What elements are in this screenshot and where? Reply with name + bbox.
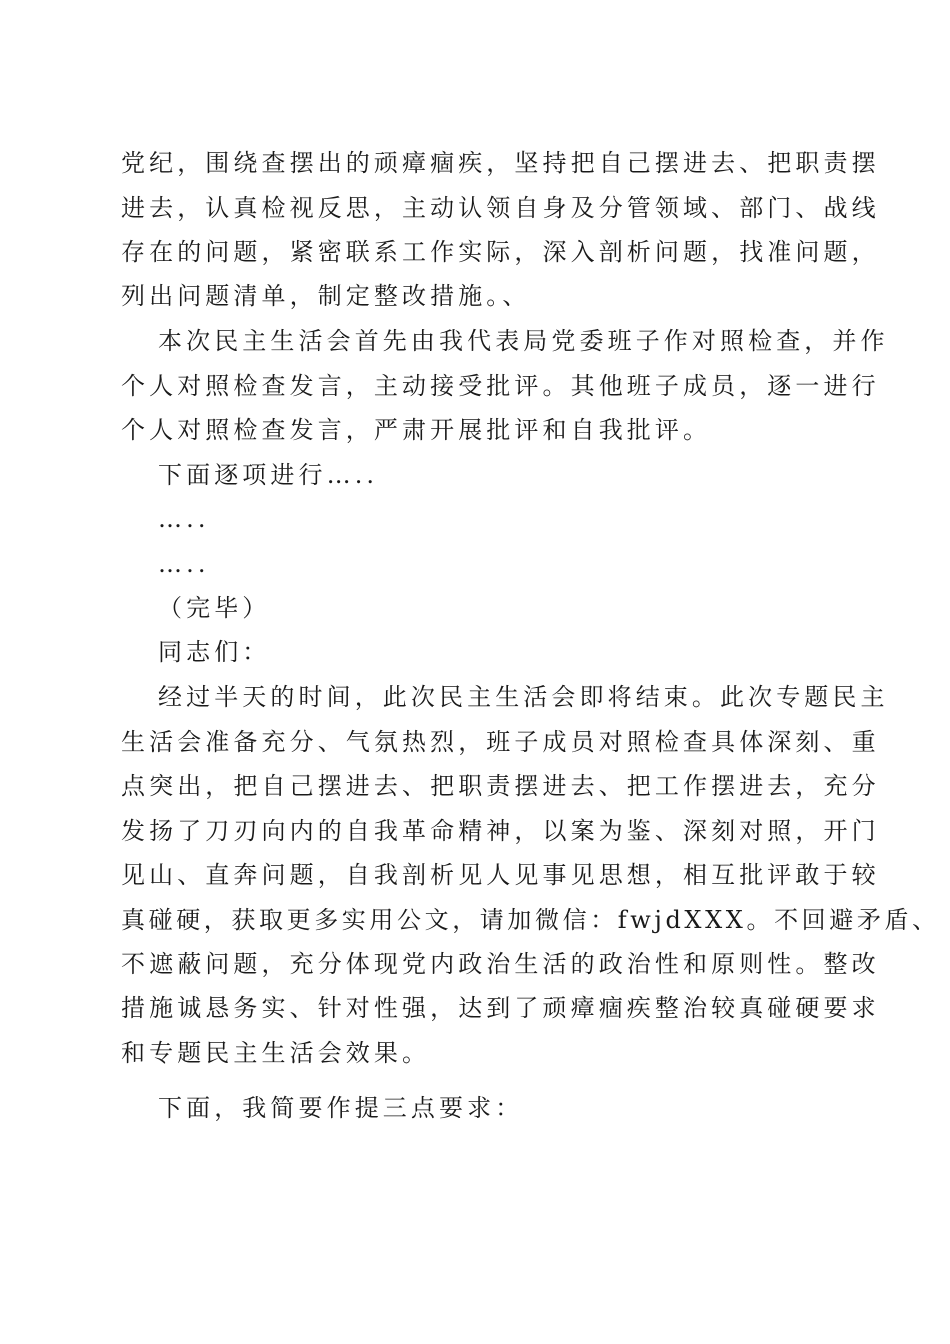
- paragraph-first-line: 下面，我简要作提三点要求：: [158, 1094, 524, 1122]
- paragraph-first-line: 下面逐项进行…..: [158, 461, 390, 489]
- text-line: 和专题民主生活会效果。: [121, 1039, 431, 1067]
- text-line: 存在的问题，紧密联系工作实际，深入剖析问题，找准问题，: [121, 238, 880, 266]
- paragraph-first-line: 经过半天的时间，此次民主生活会即将结束。此次专题民主: [158, 683, 889, 711]
- closing-remark: （完毕）: [158, 594, 271, 622]
- text-line: 进去，认真检视反思，主动认领自身及分管领域、部门、战线: [121, 194, 880, 222]
- text-line: 发扬了刀刃向内的自我革命精神，以案为鉴、深刻对照，开门: [121, 817, 880, 845]
- text-line: 个人对照检查发言，主动接受批评。其他班子成员，逐一进行: [121, 372, 880, 400]
- text-line: 措施诚恳务实、针对性强，达到了顽瘴痼疾整治较真碰硬要求: [121, 994, 880, 1022]
- text-line: 不遮蔽问题，充分体现党内政治生活的政治性和原则性。整改: [121, 950, 880, 978]
- ellipsis-line: …..: [158, 550, 222, 578]
- text-line: 党纪，围绕查摆出的顽瘴痼疾，坚持把自己摆进去、把职责摆: [121, 149, 880, 177]
- text-line: 生活会准备充分、气氛热烈，班子成员对照检查具体深刻、重: [121, 728, 880, 756]
- text-line: 真碰硬，获取更多实用公文，请加微信：fwjdXXX。不回避矛盾、: [121, 906, 940, 934]
- paragraph-first-line: 本次民主生活会首先由我代表局党委班子作对照检查，并作: [158, 327, 889, 355]
- salutation: 同志们：: [158, 638, 271, 666]
- text-line: 见山、直奔问题，自我剖析见人见事见思想，相互批评敢于较: [121, 861, 880, 889]
- text-line: 列出问题清单，制定整改措施。、: [121, 282, 531, 310]
- text-line: 个人对照检查发言，严肃开展批评和自我批评。: [121, 416, 712, 444]
- ellipsis-line: …..: [158, 505, 222, 533]
- text-line: 点突出，把自己摆进去、把职责摆进去、把工作摆进去，充分: [121, 772, 880, 800]
